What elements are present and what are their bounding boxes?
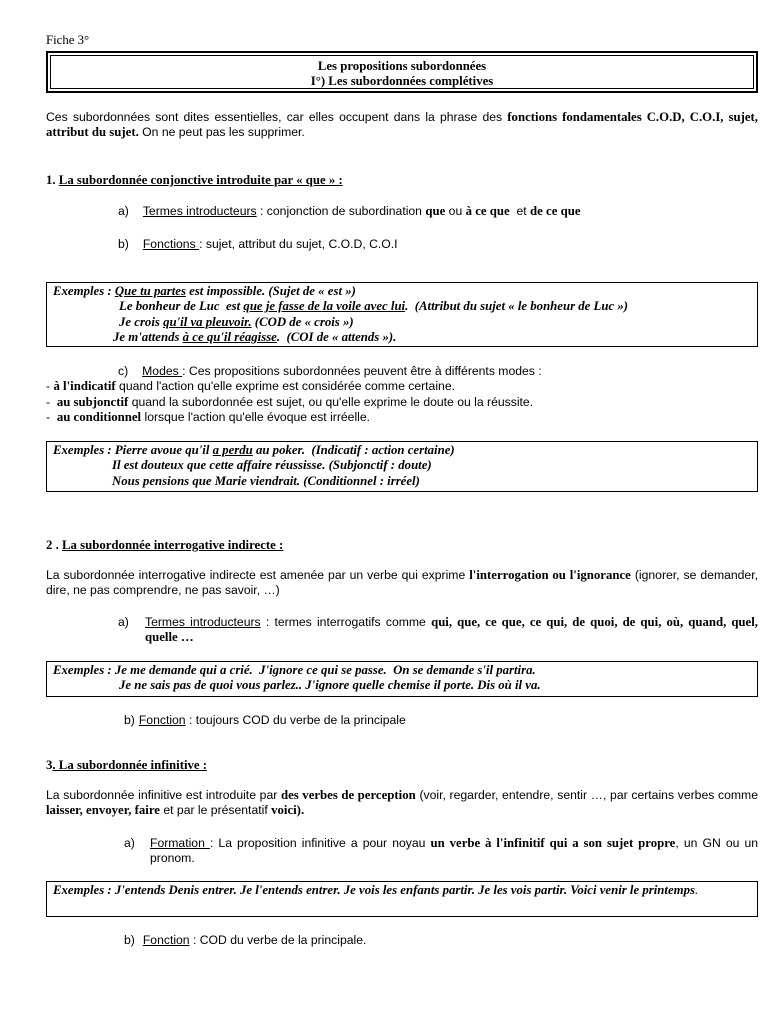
ex2-l1-underlined: a perdu xyxy=(212,443,253,457)
s2-p-text-end: (ignorer, se demander, dire, ne pas comprendre, ne pas savoir, …) xyxy=(46,568,758,598)
ex1-l3-post: (COD de « crois ») xyxy=(251,314,354,329)
ex2-l1-post: au poker. (Indicatif : action certaine) xyxy=(252,443,455,457)
section-1-title: La subordonnée conjonctive introduite par « que » : xyxy=(58,173,343,187)
mode-2-dash: - xyxy=(46,395,57,409)
ex1-l1-pre: Exemples : xyxy=(53,284,115,298)
s3-p-text: La subordonnée infinitive est introduite par xyxy=(46,788,281,802)
title-line-1: Les propositions subordonnées xyxy=(317,59,487,73)
ex2-line-2: Il est douteux que cette affaire réussisse. (Subjonctif : doute) xyxy=(112,458,432,473)
intro-text-end: On ne peut pas les supprimer. xyxy=(138,125,305,140)
mode-1-text: quand l'action qu'elle exprime est considérée comme certaine. xyxy=(115,379,455,393)
section-1-number: 1. xyxy=(46,173,59,187)
s2-p-text: La subordonnée interrogative indirecte est amenée par un verbe qui exprime xyxy=(46,568,470,582)
s1-item-c xyxy=(118,364,542,379)
section-2-title: La subordonnée interrogative indirecte : xyxy=(62,538,284,552)
s2-b-text: : toujours COD du verbe de la principale xyxy=(185,713,406,727)
s1-a-bold-2: à ce que xyxy=(465,204,510,218)
section-1-heading xyxy=(46,173,343,188)
ex2-line-3: Nous pensions que Marie viendrait. (Conditionnel : irréel) xyxy=(112,473,420,488)
s1-item-b xyxy=(118,237,398,252)
ex3-line-2: Je ne sais pas de quoi vous parlez.. J'ignore quelle chemise il porte. Dis où il va. xyxy=(119,678,541,693)
section-3-title: . La subordonnée infinitive : xyxy=(52,758,208,772)
s3-p-bold-3: voici). xyxy=(271,803,305,818)
s2-item-b xyxy=(124,713,406,728)
ex1-l4-underlined: à ce qu'il réagisse xyxy=(182,330,277,345)
s3-b-text: : COD du verbe de la principale. xyxy=(189,933,367,947)
ex1-l2-pre: Le bonheur de Luc est xyxy=(119,299,244,314)
s2-examples-box xyxy=(46,661,758,697)
s2-a-text: : termes interrogatifs comme xyxy=(260,615,432,629)
s3-item-b xyxy=(124,933,366,948)
s3-paragraph xyxy=(46,788,758,819)
ex2-line-1 xyxy=(53,443,751,458)
ex1-l1-post: est impossible. (Sujet de « est ») xyxy=(185,284,356,298)
intro-bold: fonctions fondamentales C.O.D, C.O.I, sujet, attribut du sujet. xyxy=(46,110,758,140)
section-2-heading xyxy=(46,538,283,553)
ex4-body: Exemples : J'entends Denis entrer. Je l'entends entrer. Je vois les enfants partir. Je les vois partir. Voici venir le printemps xyxy=(53,883,695,897)
mode-subjonctif xyxy=(46,395,533,410)
s1-item-a xyxy=(118,204,581,219)
ex1-l1-underlined: Que tu partes xyxy=(114,284,186,298)
s3-examples-box xyxy=(46,881,758,917)
section-3-number: 3 xyxy=(46,758,53,772)
mode-2-text: quand la subordonnée est sujet, ou qu'elle exprime le doute ou la réussite. xyxy=(128,395,534,409)
s1-examples-box-2 xyxy=(46,441,758,492)
ex1-line-3 xyxy=(53,315,751,330)
section-3-heading xyxy=(46,758,207,773)
s3-b-label: Fonction xyxy=(142,933,190,947)
s1-c-letter: c) xyxy=(118,364,129,378)
s1-a-text: : conjonction de subordination xyxy=(256,204,426,218)
s1-c-text: : Ces propositions subordonnées peuvent être à différents modes : xyxy=(182,364,542,378)
mode-indicatif xyxy=(46,379,455,394)
s1-examples-box-1 xyxy=(46,282,758,347)
s2-paragraph xyxy=(46,568,758,599)
ex1-line-4 xyxy=(53,330,751,345)
ex1-line-1 xyxy=(53,284,751,299)
mode-3-text: lorsque l'action qu'elle évoque est irréelle. xyxy=(141,410,371,424)
fiche-label: Fiche 3° xyxy=(46,33,90,47)
s2-p-bold: l'interrogation ou l'ignorance xyxy=(469,568,631,582)
section-2-number: 2 . xyxy=(46,538,62,552)
s3-a-bold: un verbe à l'infinitif qui a son sujet propre xyxy=(430,836,676,850)
s1-b-label: Fonctions xyxy=(142,237,200,251)
s1-a-text-2: ou xyxy=(445,204,466,218)
s2-b-letter: b) xyxy=(124,713,135,727)
s1-a-text-3: et xyxy=(509,204,531,218)
s3-item-a-body xyxy=(150,836,758,867)
s3-a-label: Formation xyxy=(150,836,210,850)
mode-2-bold: au subjonctif xyxy=(56,395,129,409)
mode-3-dash: - xyxy=(46,410,57,424)
s1-b-text: : sujet, attribut du sujet, C.O.D, C.O.I xyxy=(199,237,398,251)
s3-p-bold-1: des verbes de perception xyxy=(281,788,416,802)
ex4-text xyxy=(53,883,751,898)
s1-c-label: Modes xyxy=(142,364,183,378)
ex1-l3-underlined: qu'il va pleuvoir. xyxy=(163,314,252,329)
s3-a-post: , un GN ou un pronom. xyxy=(150,836,759,866)
s3-item-a xyxy=(124,836,135,851)
s1-a-bold-3: de ce que xyxy=(530,204,581,218)
s3-p-text-2: (voir, regarder, entendre, sentir …, par certains verbes comme xyxy=(415,788,758,802)
title-box xyxy=(46,51,758,93)
intro-text: Ces subordonnées sont dites essentielles, car elles occupent dans la phrase des xyxy=(46,110,508,124)
mode-3-bold: au conditionnel xyxy=(56,410,142,424)
s2-b-label: Fonction xyxy=(138,713,186,727)
mode-1-bold: à l'indicatif xyxy=(53,379,116,393)
s1-a-bold-1: que xyxy=(425,204,446,218)
title-line-2: I°) Les subordonnées complétives xyxy=(310,74,494,88)
intro-paragraph xyxy=(46,110,758,141)
ex1-l4-pre: Je m'attends xyxy=(113,330,183,345)
s2-a-label: Termes introducteurs xyxy=(145,615,261,629)
s1-a-letter: a) xyxy=(118,204,129,218)
mode-conditionnel xyxy=(46,410,370,425)
mode-1-dash: - xyxy=(46,379,54,393)
s3-p-text-3: et par le présentatif xyxy=(159,803,272,818)
s2-a-bold: qui, que, ce que, ce qui, de quoi, de qui, où, quand, quel, quelle … xyxy=(145,615,758,645)
ex2-l1-pre: Exemples : Pierre avoue qu'il xyxy=(53,443,213,457)
s3-p-bold-2: laisser, envoyer, faire xyxy=(46,803,160,818)
s3-a-letter: a) xyxy=(124,836,135,850)
s1-a-label: Termes introducteurs xyxy=(142,204,257,218)
ex3-line-1: Exemples : Je me demande qui a crié. J'ignore ce qui se passe. On se demande s'il partira. xyxy=(53,663,536,677)
s3-b-letter: b) xyxy=(124,933,135,947)
ex1-line-2 xyxy=(53,299,751,314)
ex1-l2-post: . (Attribut du sujet « le bonheur de Luc ») xyxy=(405,299,629,314)
s1-b-letter: b) xyxy=(118,237,129,251)
ex1-l2-underlined: que je fasse de la voile avec lui xyxy=(243,299,406,314)
ex1-l3-pre: Je crois xyxy=(119,314,164,329)
s2-item-a xyxy=(118,615,129,630)
s2-a-letter: a) xyxy=(118,615,129,629)
ex1-l4-post: . (COI de « attends »). xyxy=(276,330,397,345)
ex4-end: . xyxy=(695,883,699,897)
s2-item-a-body xyxy=(145,615,758,646)
s3-a-text: : La proposition infinitive a pour noyau xyxy=(209,836,431,850)
